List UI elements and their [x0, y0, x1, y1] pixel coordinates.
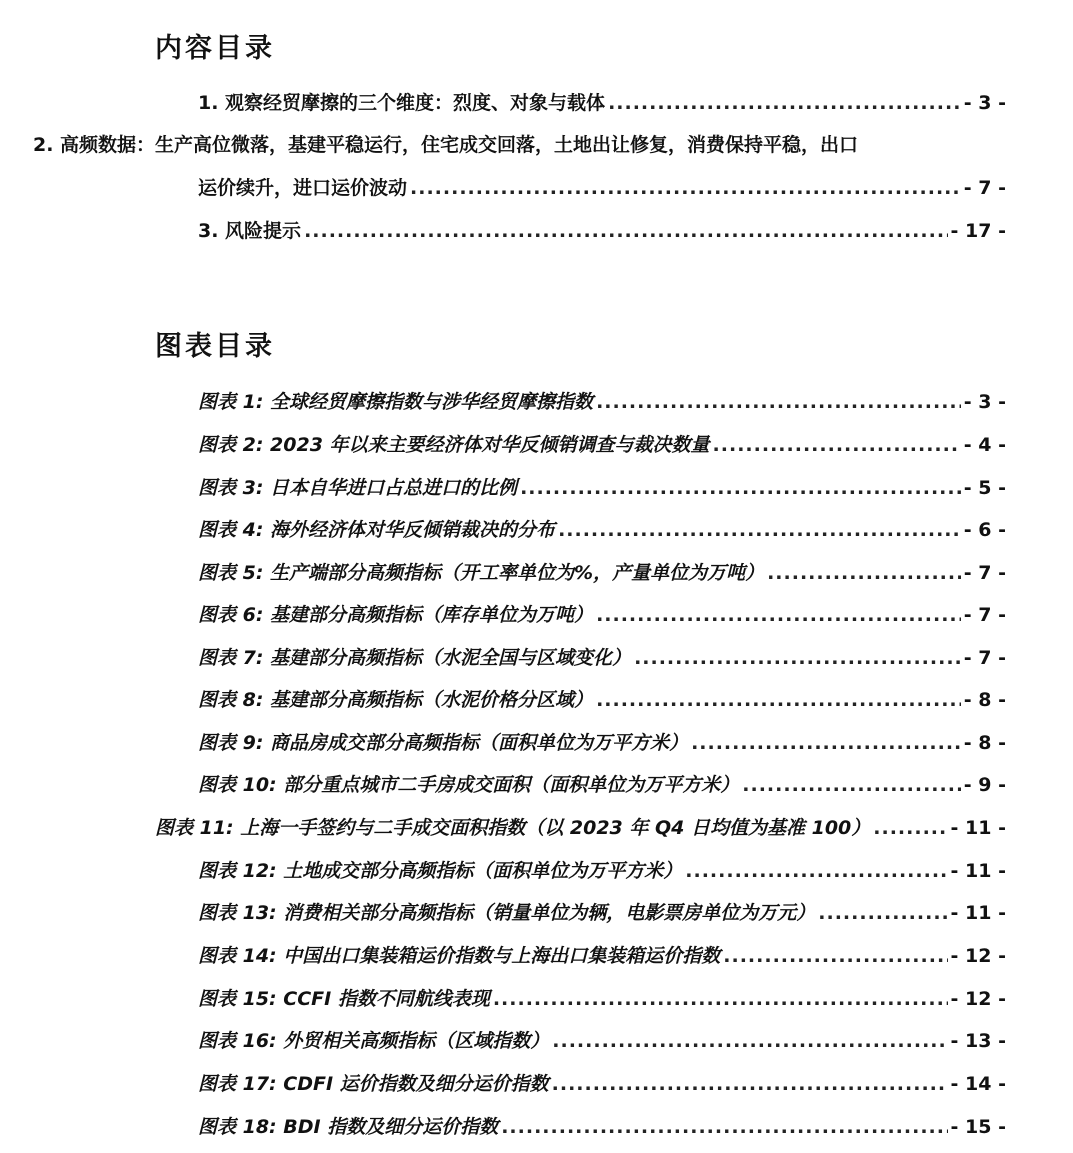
figure-entry-5[interactable]: [198, 561, 1006, 585]
dot-leader: [552, 1029, 947, 1053]
toc-entry-2[interactable]: [198, 176, 1006, 200]
figure-entry-12[interactable]: [198, 859, 1006, 883]
figure-entry-label: 图表 3: 日本自华进口占总进口的比例: [198, 477, 518, 499]
figure-entry-6[interactable]: [198, 603, 1006, 627]
figure-entry-page: - 3 -: [963, 391, 1006, 413]
figure-entry-page: - 12 -: [950, 945, 1006, 967]
toc-entry-2-line1[interactable]: 2. 高频数据：生产高位微落，基建平稳运行，住宅成交回落，土地出让修复，消费保持平稳，出口: [33, 134, 859, 156]
figure-entry-page: - 6 -: [963, 519, 1006, 541]
dot-leader: [713, 433, 961, 457]
toc-entry-page: - 3 -: [963, 92, 1006, 114]
toc-entry-label: 运价续升，进口运价波动: [198, 177, 408, 199]
figure-entry-page: - 11 -: [950, 902, 1006, 924]
figure-entry-page: - 5 -: [963, 477, 1006, 499]
dot-leader: [634, 646, 961, 670]
figure-entry-16[interactable]: [198, 1029, 1006, 1053]
figure-entry-label: 图表 5: 生产端部分高频指标（开工率单位为%，产量单位为万吨）: [198, 562, 765, 584]
figure-entry-label: 图表 10: 部分重点城市二手房成交面积（面积单位为万平方米）: [198, 774, 740, 796]
figure-entry-page: - 8 -: [963, 732, 1006, 754]
dot-leader: [596, 688, 961, 712]
figure-entry-page: - 11 -: [950, 817, 1006, 839]
dot-leader: [493, 987, 948, 1011]
figure-entry-page: - 7 -: [963, 562, 1006, 584]
toc-entry-label: 3. 风险提示: [198, 220, 302, 242]
dot-leader: [410, 176, 961, 200]
figure-entry-13[interactable]: [198, 901, 1006, 925]
figure-entry-label: 图表 7: 基建部分高频指标（水泥全国与区域变化）: [198, 647, 632, 669]
toc-entry-page: - 17 -: [950, 220, 1006, 242]
dot-leader: [304, 219, 947, 243]
dot-leader: [767, 561, 961, 585]
dot-leader: [596, 390, 961, 414]
figure-entry-14[interactable]: [198, 944, 1006, 968]
figure-entry-9[interactable]: [198, 731, 1006, 755]
figures-heading: 图表目录: [155, 331, 275, 362]
figure-entry-1[interactable]: [198, 390, 1006, 414]
figure-entry-label: 图表 12: 土地成交部分高频指标（面积单位为万平方米）: [198, 860, 683, 882]
dot-leader: [596, 603, 961, 627]
dot-leader: [873, 816, 947, 840]
dot-leader: [608, 91, 961, 115]
figure-entry-11[interactable]: [155, 816, 1006, 840]
figure-entry-3[interactable]: [198, 476, 1006, 500]
figure-entry-page: - 9 -: [963, 774, 1006, 796]
figure-entry-label: 图表 13: 消费相关部分高频指标（销量单位为辆，电影票房单位为万元）: [198, 902, 816, 924]
dot-leader: [818, 901, 947, 925]
figure-entry-label: 图表 14: 中国出口集装箱运价指数与上海出口集装箱运价指数: [198, 945, 721, 967]
figure-entry-page: - 7 -: [963, 647, 1006, 669]
figure-entry-page: - 12 -: [950, 988, 1006, 1010]
figure-entry-10[interactable]: [198, 773, 1006, 797]
dot-leader: [520, 476, 961, 500]
figure-entry-15[interactable]: [198, 987, 1006, 1011]
figure-entry-label: 图表 15: CCFI 指数不同航线表现: [198, 988, 490, 1010]
figure-entry-label: 图表 9: 商品房成交部分高频指标（面积单位为万平方米）: [198, 732, 689, 754]
dot-leader: [552, 1072, 948, 1096]
figure-entry-label: 图表 1: 全球经贸摩擦指数与涉华经贸摩擦指数: [198, 391, 594, 413]
dot-leader: [501, 1115, 947, 1139]
figure-entry-7[interactable]: [198, 646, 1006, 670]
figure-entry-label: 图表 11: 上海一手签约与二手成交面积指数（以 2023 年 Q4 日均值为基准 100）: [155, 817, 871, 839]
dot-leader: [691, 731, 961, 755]
figure-entry-2[interactable]: [198, 433, 1006, 457]
contents-heading: 内容目录: [155, 33, 275, 64]
toc-entry-1[interactable]: [198, 91, 1006, 115]
figure-entry-8[interactable]: [198, 688, 1006, 712]
dot-leader: [723, 944, 947, 968]
figure-entry-label: 图表 6: 基建部分高频指标（库存单位为万吨）: [198, 604, 594, 626]
figure-entry-page: - 11 -: [950, 860, 1006, 882]
dot-leader: [685, 859, 947, 883]
figure-entry-page: - 7 -: [963, 604, 1006, 626]
figure-entry-page: - 14 -: [950, 1073, 1006, 1095]
figure-entry-18[interactable]: [198, 1115, 1006, 1139]
dot-leader: [742, 773, 960, 797]
figure-entry-label: 图表 16: 外贸相关高频指标（区域指数）: [198, 1030, 550, 1052]
figure-entry-4[interactable]: [198, 518, 1006, 542]
figure-entry-label: 图表 17: CDFI 运价指数及细分运价指数: [198, 1073, 549, 1095]
figure-entry-label: 图表 8: 基建部分高频指标（水泥价格分区域）: [198, 689, 594, 711]
figure-entry-page: - 8 -: [963, 689, 1006, 711]
figure-entry-page: - 13 -: [950, 1030, 1006, 1052]
toc-entry-page: - 7 -: [963, 177, 1006, 199]
figure-entry-page: - 15 -: [950, 1116, 1006, 1138]
dot-leader: [558, 518, 961, 542]
figure-entry-label: 图表 4: 海外经济体对华反倾销裁决的分布: [198, 519, 556, 541]
figure-entry-17[interactable]: [198, 1072, 1006, 1096]
figure-entry-label: 图表 2: 2023 年以来主要经济体对华反倾销调查与裁决数量: [198, 434, 710, 456]
figure-entry-label: 图表 18: BDI 指数及细分运价指数: [198, 1116, 499, 1138]
toc-entry-3[interactable]: [198, 219, 1006, 243]
figure-entry-page: - 4 -: [963, 434, 1006, 456]
toc-entry-label: 1. 观察经贸摩擦的三个维度：烈度、对象与载体: [198, 92, 606, 114]
